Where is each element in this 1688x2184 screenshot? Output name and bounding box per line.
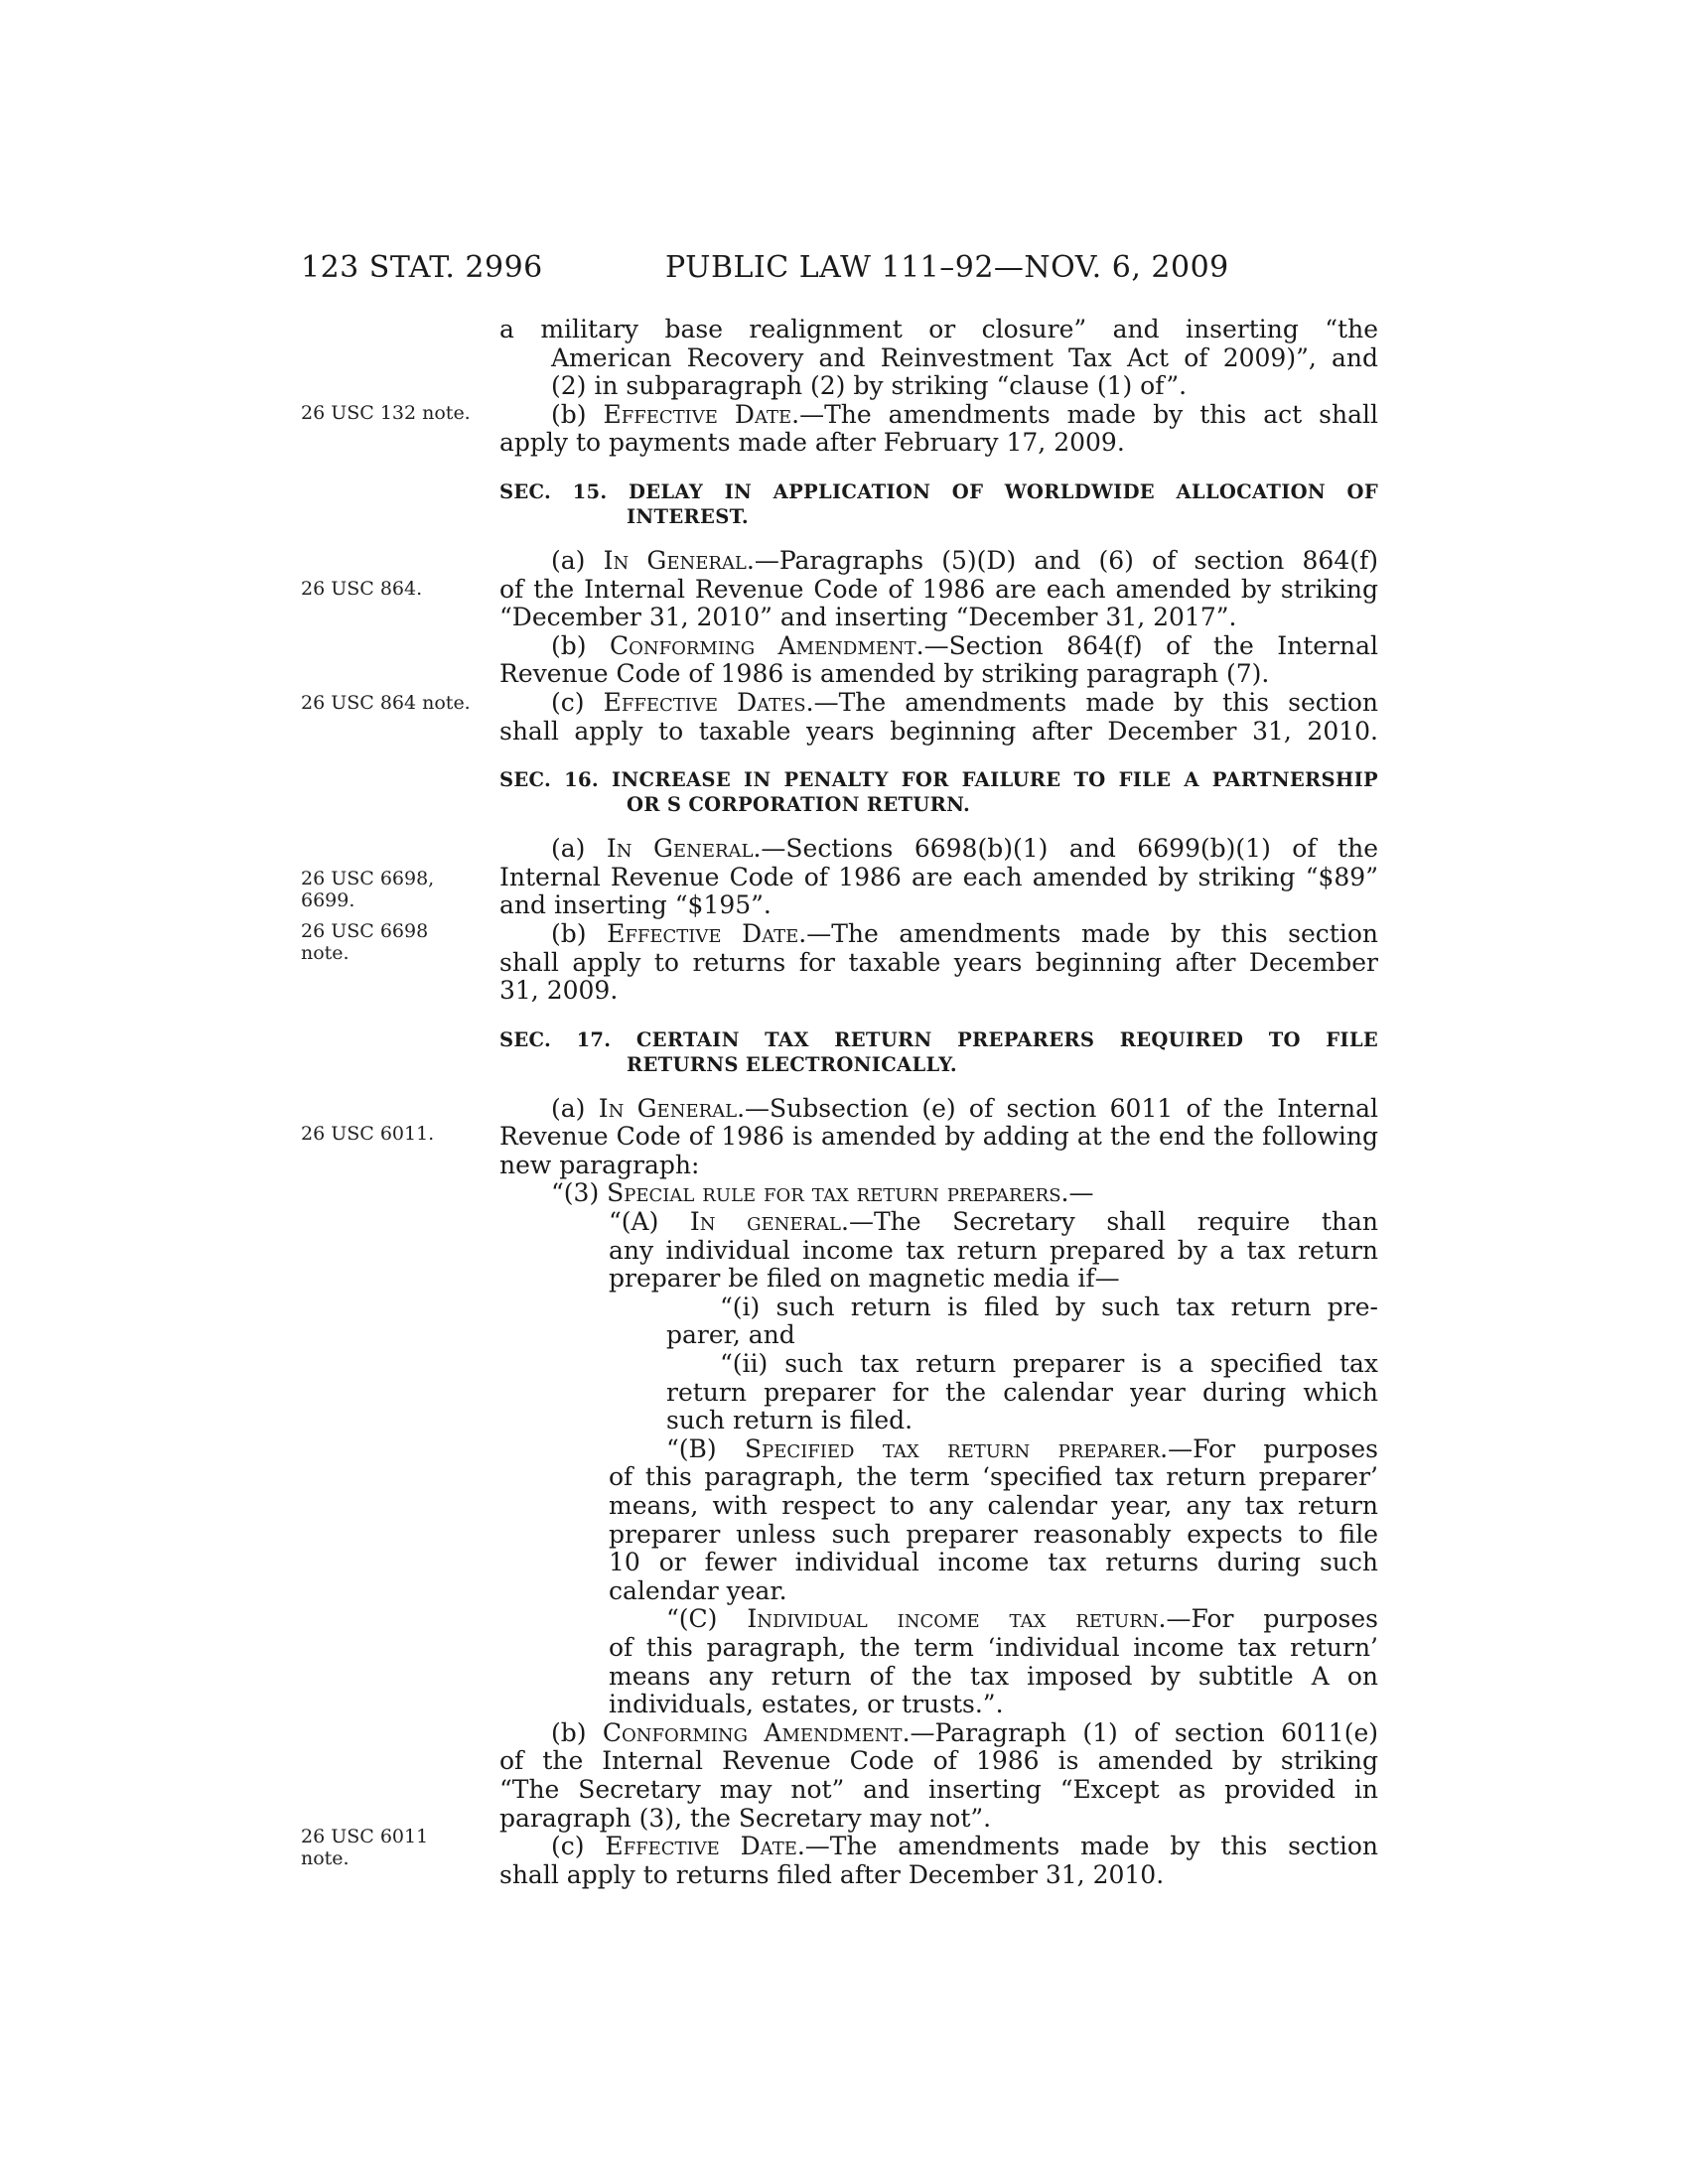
subparagraph-a: “(A) In general.—The Secretary shall require than	[609, 1207, 1378, 1237]
subsection-b: (b) Effective Date.—The amendments made by this act shall	[551, 399, 1378, 429]
margin-note: 26 USC 132 note.	[301, 402, 471, 424]
text-line: of this paragraph, the term ‘specified tax return preparer’	[609, 1462, 1378, 1492]
text-line: shall apply to taxable years beginning after December 31, 2010.	[499, 716, 1378, 746]
text-line: means, with respect to any calendar year, any tax return	[609, 1491, 1378, 1520]
subsection-c: (c) Effective Date.—The amendments made by this section	[551, 1832, 1378, 1861]
clause-ii: “(ii) such tax return preparer is a specified tax	[720, 1349, 1378, 1379]
text-line: of the Internal Revenue Code of 1986 is amended by striking	[499, 1746, 1378, 1776]
text-line: any individual income tax return prepared by a tax return	[609, 1235, 1378, 1265]
subparagraph-b: “(B) Specified tax return preparer.—For purposes	[666, 1433, 1378, 1463]
text-line: preparer unless such preparer reasonably expects to file	[609, 1519, 1378, 1549]
subsection-b: (b) Effective Date.—The amendments made by this section	[551, 918, 1378, 948]
text-line: Revenue Code of 1986 is amended by striking paragraph (7).	[499, 659, 1270, 689]
text-line: American Recovery and Reinvestment Tax Act of 2009)”, and	[551, 342, 1378, 372]
subsection-b: (b) Conforming Amendment.—Paragraph (1) of section 6011(e)	[551, 1717, 1378, 1747]
subsection-b: (b) Conforming Amendment.—Section 864(f) of the Internal	[551, 630, 1378, 660]
margin-note: note.	[301, 1847, 350, 1869]
section-heading: SEC. 16. INCREASE IN PENALTY FOR FAILURE TO FILE A PARTNERSHIP OR S CORPORATION RETURN.	[499, 768, 1378, 817]
text-line: “The Secretary may not” and inserting “Except as provided in	[499, 1774, 1378, 1804]
text-line: 31, 2009.	[499, 976, 619, 1006]
subsection-a: (a) In General.—Subsection (e) of section 6011 of the Internal	[551, 1093, 1379, 1123]
page-reference: 123 STAT. 2996	[301, 250, 543, 285]
text-line: shall apply to returns filed after December 31, 2010.	[499, 1859, 1165, 1889]
margin-note: 26 USC 6011	[301, 1826, 429, 1847]
text-line: Revenue Code of 1986 is amended by adding at the end the following	[499, 1122, 1378, 1152]
text-line: shall apply to returns for taxable years beginning after December	[499, 947, 1378, 977]
text-line: a military base realignment or closure” and inserting “the	[499, 315, 1378, 343]
text-line: of this paragraph, the term ‘individual income tax return’	[609, 1632, 1378, 1662]
margin-note: 26 USC 864.	[301, 578, 423, 600]
subsection-a: (a) In General.—Paragraphs (5)(D) and (6) of section 864(f)	[551, 545, 1379, 575]
margin-note: 26 USC 6698	[301, 920, 429, 942]
text-line: means any return of the tax imposed by subtitle A on	[609, 1661, 1378, 1691]
text-line: paragraph (3), the Secretary may not”.	[499, 1803, 992, 1833]
margin-note: 26 USC 864 note.	[301, 692, 471, 714]
section-heading: SEC. 15. DELAY IN APPLICATION OF WORLDWIDE ALLOCATION OF INTEREST.	[499, 479, 1378, 528]
running-head: PUBLIC LAW 111–92—NOV. 6, 2009	[665, 250, 1229, 285]
text-line: “December 31, 2010” and inserting “December 31, 2017”.	[499, 603, 1237, 632]
text-line: parer, and	[666, 1320, 795, 1350]
text-line: new paragraph:	[499, 1150, 700, 1179]
text-line: preparer be filed on magnetic media if—	[609, 1264, 1120, 1294]
subparagraph-c: “(C) Individual income tax return.—For purposes	[666, 1604, 1378, 1634]
clause-i: “(i) such return is filed by such tax return pre-	[720, 1292, 1378, 1321]
paragraph-3-heading: “(3) Special rule for tax return preparers.—	[551, 1178, 1094, 1208]
document-body	[499, 316, 1378, 1889]
text-line: return preparer for the calendar year during which	[666, 1377, 1378, 1407]
margin-note: note.	[301, 942, 350, 964]
margin-note: 6699.	[301, 889, 355, 911]
text-line: calendar year.	[609, 1575, 787, 1605]
text-line: individuals, estates, or trusts.”.	[609, 1690, 1004, 1719]
text-line: of the Internal Revenue Code of 1986 are each amended by striking	[499, 574, 1378, 604]
margin-note: 26 USC 6011.	[301, 1123, 435, 1145]
text-line: apply to payments made after February 17, 2009.	[499, 428, 1125, 458]
section-heading: SEC. 17. CERTAIN TAX RETURN PREPARERS REQUIRED TO FILE RETURNS ELECTRONICALLY.	[499, 1027, 1378, 1076]
margin-note: 26 USC 6698,	[301, 868, 435, 889]
text-line: (2) in subparagraph (2) by striking “clause (1) of”.	[551, 371, 1188, 401]
subsection-c: (c) Effective Dates.—The amendments made by this section	[551, 687, 1378, 717]
text-line: such return is filed.	[666, 1406, 914, 1435]
subsection-a: (a) In General.—Sections 6698(b)(1) and 6699(b)(1) of the	[551, 834, 1378, 864]
text-line: and inserting “$195”.	[499, 890, 772, 920]
text-line: Internal Revenue Code of 1986 are each amended by striking “$89”	[499, 862, 1378, 891]
text-line: 10 or fewer individual income tax returns during such	[609, 1548, 1378, 1577]
